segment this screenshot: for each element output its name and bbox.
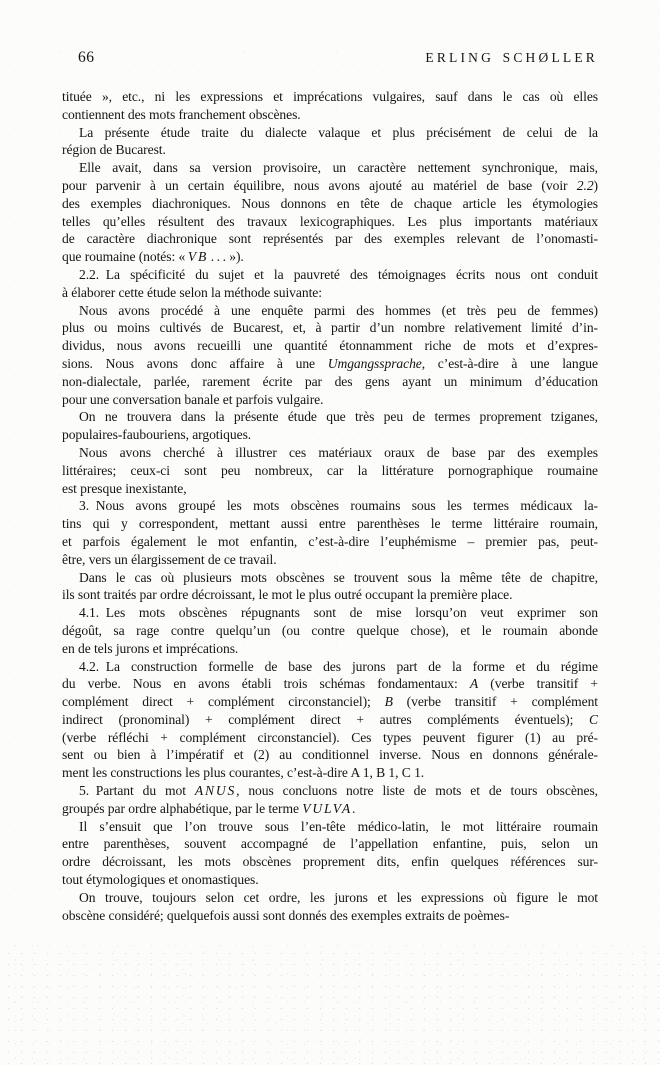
text-line: contiennent des mots franchement obscènes. bbox=[62, 106, 301, 122]
text-line: non-dialectale, parlée, rarement écrite par des gens ayant un minimum d’éducation bbox=[62, 373, 598, 389]
text-line: pour parvenir à un certain équilibre, nous avons ajouté au matériel de base (voir 2.2) bbox=[62, 177, 598, 193]
text-line: sions. Nous avons donc affaire à une Umgangssprache, c’est-à-dire à une langue bbox=[62, 355, 598, 371]
page-header bbox=[62, 49, 598, 69]
text-line: dégoût, sa rage contre quelqu’un (ou contre quelque chose), et le roumain abonde bbox=[62, 622, 598, 638]
text-line: en de tels jurons et imprécations. bbox=[62, 640, 239, 656]
text-line: tituée », etc., ni les expressions et imprécations vulgaires, sauf dans le cas où elles bbox=[62, 89, 598, 104]
text-line: 4.1. Les mots obscènes répugnants sont de mise lorsqu’on veut exprimer son bbox=[79, 605, 598, 621]
text-line: obscène considéré; quelquefois aussi sont donnés des exemples extraits de poèmes- bbox=[62, 907, 510, 923]
paragraph bbox=[62, 658, 598, 783]
text-line: pour une conversation banale et parfois vulgaire. bbox=[62, 391, 324, 407]
text-line: 2.2. La spécificité du sujet et la pauvreté des témoignages écrits nous ont conduit bbox=[79, 266, 598, 282]
paragraph bbox=[62, 569, 598, 605]
text-line: Il s’ensuit que l’on trouve sous l’en-tête médico-latin, le mot littéraire roumain bbox=[79, 818, 598, 834]
text-line: des exemples diachroniques. Nous donnons en tête de chaque article les étymologies bbox=[62, 195, 598, 211]
text-line: telles qu’elles résultent des travaux lexicographiques. Les plus importants matériaux bbox=[62, 213, 598, 229]
text-line: On trouve, toujours selon cet ordre, les jurons et les expressions où figure le mot bbox=[79, 889, 598, 905]
text-line: Nous avons cherché à illustrer ces matériaux oraux de base par des exemples bbox=[79, 444, 598, 460]
paragraph bbox=[62, 818, 598, 889]
text-line: ment les constructions les plus courantes, c’est-à-dire A 1, B 1, C 1. bbox=[62, 765, 425, 781]
text-line: tout étymologiques et onomastiques. bbox=[62, 872, 259, 888]
text-line: littéraires; ceux-ci sont peu nombreux, car la littérature pornographique roumaine bbox=[62, 462, 598, 478]
italic-term: A bbox=[469, 676, 479, 692]
text-block bbox=[62, 88, 598, 924]
italic-term: VB bbox=[187, 249, 209, 265]
paragraph bbox=[62, 497, 598, 568]
italic-term: 2.2 bbox=[576, 177, 594, 193]
text-line: du verbe. Nous en avons établi trois schémas fondamentaux: A (verbe transitif + bbox=[62, 676, 598, 692]
text-line: à élaborer cette étude selon la méthode suivante: bbox=[62, 284, 322, 300]
text-line: 3. Nous avons groupé les mots obscènes roumains sous les termes médicaux la- bbox=[79, 498, 598, 514]
text-line: Nous avons procédé à une enquête parmi des hommes (et très peu de femmes) bbox=[79, 302, 598, 318]
text-line: Elle avait, dans sa version provisoire, un caractère nettement synchronique, mais, bbox=[79, 160, 598, 176]
paragraph bbox=[62, 88, 598, 124]
text-line: entre parenthèses, souvent accompagné de l’appellation enfantine, puis, selon un bbox=[62, 836, 598, 852]
text-line: région de Bucarest. bbox=[62, 142, 166, 158]
text-line: On ne trouvera dans la présente étude que très peu de termes proprement tziganes, bbox=[79, 409, 598, 425]
text-line: groupés par ordre alphabétique, par le terme VULVA. bbox=[62, 800, 356, 816]
italic-term: C bbox=[589, 711, 598, 727]
text-line: 4.2. La construction formelle de base des jurons part de la forme et du régime bbox=[79, 658, 598, 674]
text-line: tins qui y correspondent, mettant aussi entre parenthèses le terme littéraire roumain, bbox=[62, 516, 598, 532]
text-line: populaires-faubouriens, argotiques. bbox=[62, 427, 252, 443]
text-line: La présente étude traite du dialecte valaque et plus précisément de celui de la bbox=[79, 124, 598, 140]
text-line: dividus, nous avons recueilli une quantité étonnamment riche de mots et d’expres- bbox=[62, 338, 598, 354]
paragraph bbox=[62, 604, 598, 657]
paragraph bbox=[62, 889, 598, 925]
text-line: plus ou moins cultivés de Bucarest, et, à partir d’un nombre relativement limité d’in- bbox=[62, 320, 598, 336]
text-line: indirect (pronominal) + complément direct + autres compléments éventuels); C bbox=[62, 711, 598, 727]
text-line: sent ou bien à l’impératif et (2) au conditionnel inverse. Nous en donnons générale- bbox=[62, 747, 598, 763]
text-line: ils sont traités par ordre décroissant, le mot le plus outré occupant la première place. bbox=[62, 587, 513, 603]
text-line: et parfois également le mot enfantin, c’est-à-dire l’euphémisme – premier pas, peut- bbox=[62, 533, 598, 549]
running-head: ERLING SCHØLLER bbox=[425, 50, 598, 65]
text-line: est presque inexistante, bbox=[62, 480, 187, 496]
text-line: de caractère diachronique sont représentés par des exemples relevant de l’onomasti- bbox=[62, 231, 598, 247]
paragraph bbox=[62, 266, 598, 302]
italic-term: Umgangssprache bbox=[327, 355, 422, 371]
text-line: ordre décroissant, les mots obscènes proprement dits, enfin quelques références sur- bbox=[62, 854, 598, 870]
paragraph bbox=[62, 302, 598, 409]
paragraph bbox=[62, 124, 598, 160]
paragraph bbox=[62, 159, 598, 266]
text-line: complément direct + complément circonstanciel); B (verbe transitif + complément bbox=[62, 694, 598, 710]
text-line: être, vers un élargissement de ce travail. bbox=[62, 551, 277, 567]
paragraph bbox=[62, 408, 598, 444]
italic-term: B bbox=[384, 694, 393, 710]
text-line: Dans le cas où plusieurs mots obscènes se trouvent sous la même tête de chapitre, bbox=[79, 569, 598, 585]
italic-term: VULVA bbox=[302, 800, 353, 816]
text-line: que roumaine (notés: « VB . . . »). bbox=[62, 249, 244, 265]
italic-term: ANUS bbox=[194, 783, 237, 799]
page-number: 66 bbox=[78, 49, 95, 66]
text-line: 5. Partant du mot ANUS, nous concluons notre liste de mots et de tours obscènes, bbox=[79, 783, 598, 799]
scan-noise-bottom bbox=[0, 945, 660, 1065]
paragraph bbox=[62, 444, 598, 497]
text-line: (verbe réfléchi + complément circonstanciel). Ces types peuvent figurer (1) au pré- bbox=[62, 729, 598, 745]
paragraph bbox=[62, 782, 598, 818]
